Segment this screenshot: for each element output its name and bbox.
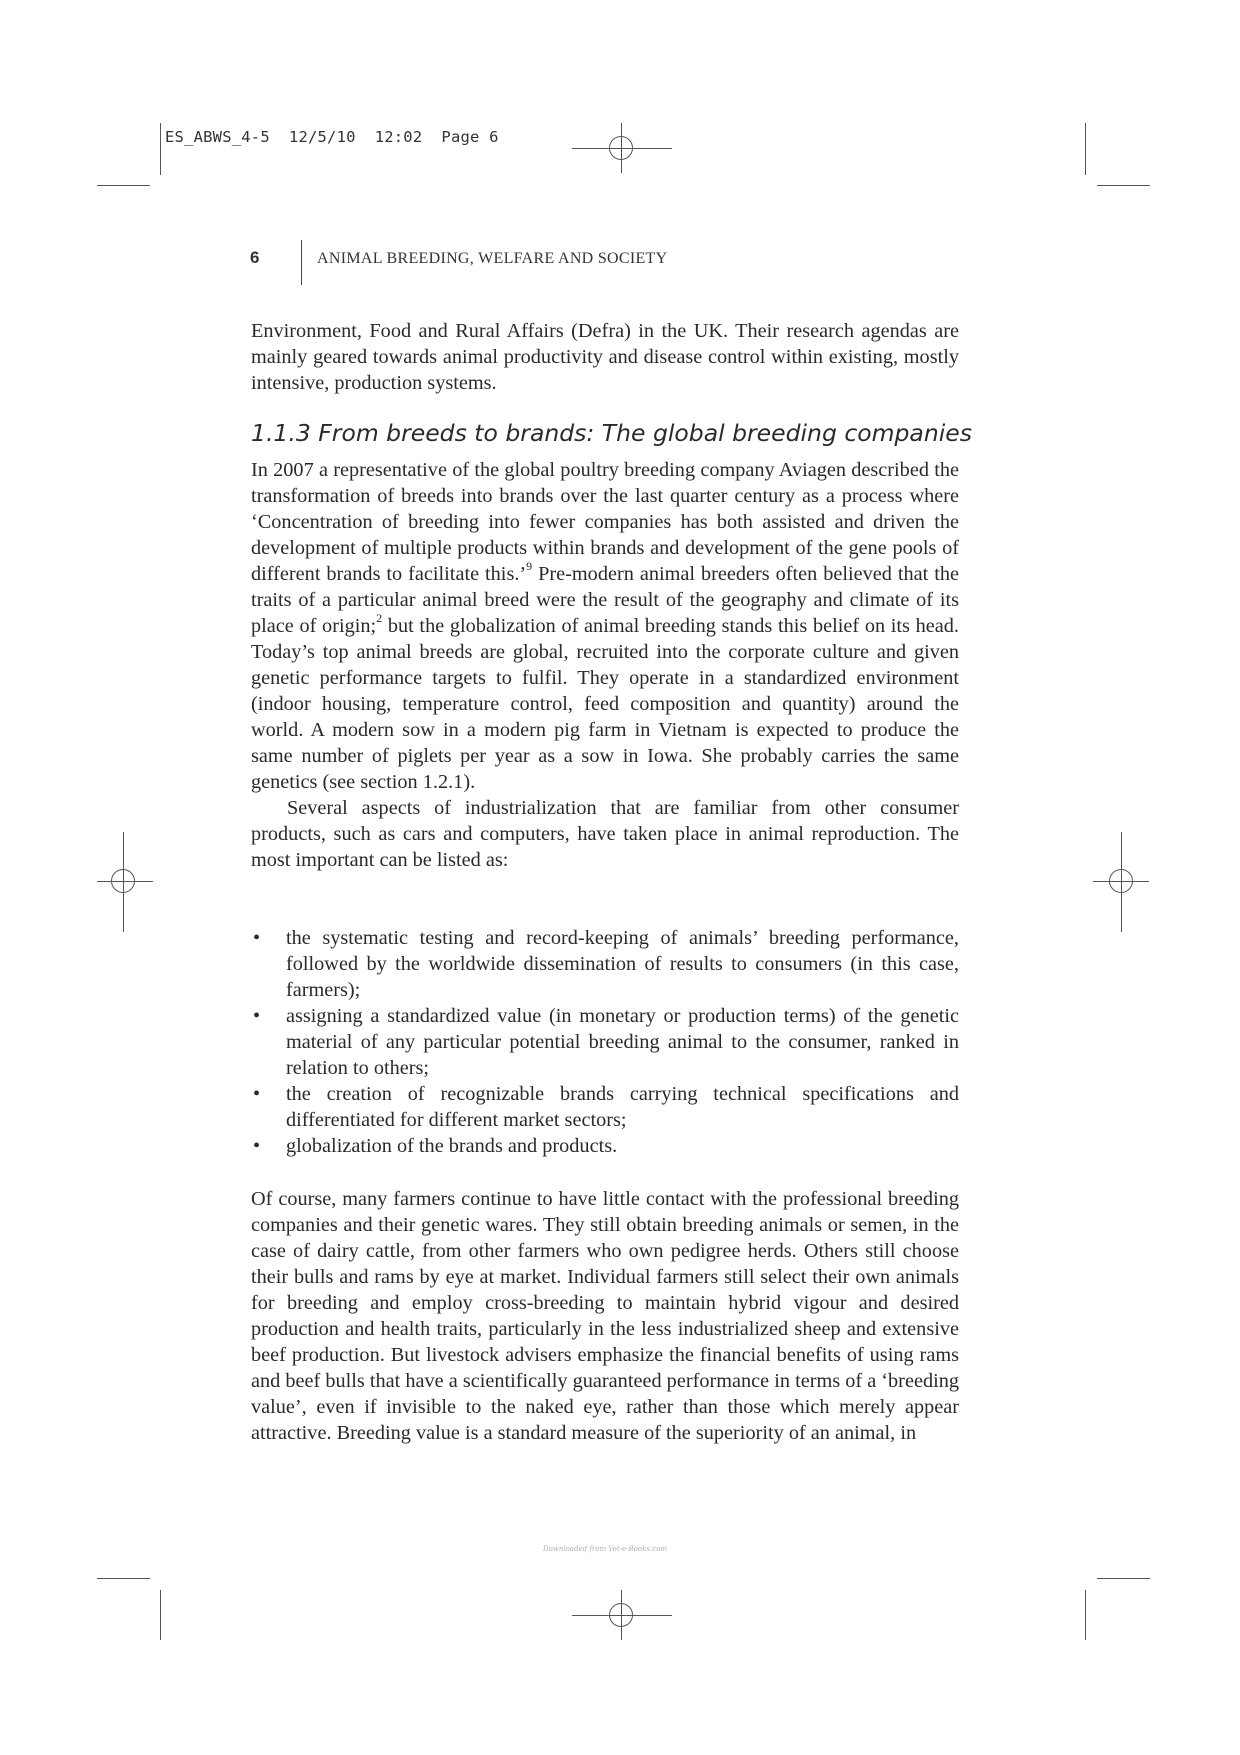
list-item: • the systematic testing and record-keeping of animals’ breeding performance, followed by the worldwide dissemination of results to consumers (in this case, farmers); xyxy=(251,925,959,1003)
list-item: • globalization of the brands and products. xyxy=(251,1133,959,1159)
paragraph-1-part-3: but the globalization of animal breeding stands this belief on its head. Today’s top animal breeds are global, recruited into the corporate culture and given genetic performance targets to fulfil. They operate in a standardized environment (indoor housing, temperature control, feed composition and quantity) around the world. A modern sow in a modern pig farm in Vietnam is expected to produce the same number of piglets per year as a sow in Iowa. She probably carries the same genetics (see section 1.2.1). xyxy=(251,615,959,793)
running-title: ANIMAL BREEDING, WELFARE AND SOCIETY xyxy=(317,250,668,267)
paragraph-2: Several aspects of industrialization that are familiar from other consumer products, such as cars and computers, have taken place in animal reproduction. The most important can be listed as: xyxy=(251,797,959,871)
paragraph-1-part-2: Pre-modern animal breeders often believed that the traits of a particular animal breed were the result of the geography and climate of its place of origin; xyxy=(251,563,960,637)
paragraph-1 xyxy=(251,457,959,795)
printer-slug: ES_ABWS_4-5 12/5/10 12:02 Page 6 xyxy=(165,128,499,146)
bullet-list xyxy=(251,925,959,1159)
section-body xyxy=(251,457,959,873)
watermark: Downloaded from Vet-e-Books.com xyxy=(543,1545,667,1553)
intro-paragraph-text: Environment, Food and Rural Affairs (Defra) in the UK. Their research agendas are mainly geared towards animal productivity and disease control within existing, mostly intensive, production systems. xyxy=(251,320,959,394)
list-item: • assigning a standardized value (in monetary or production terms) of the genetic material of any particular potential breeding animal to the consumer, ranked in relation to others; xyxy=(251,1003,959,1081)
header-divider xyxy=(301,240,302,285)
closing-paragraph xyxy=(251,1186,959,1446)
paragraph-3: Of course, many farmers continue to have little contact with the professional breeding companies and their genetic wares. They still obtain breeding animals or semen, in the case of dairy cattle, from other farmers who own pedigree herds. Others still choose their bulls and rams by eye at market. Individual farmers still select their own animals for breeding and employ cross-breeding to maintain hybrid vigour and desired production and health traits, particularly in the less industrialized sheep and extensive beef production. But livestock advisers emphasize the financial benefits of using rams and beef bulls that have a scientifically guaranteed performance in terms of a ‘breeding value’, even if invisible to the naked eye, rather than those which merely appear attractive. Breeding value is a standard measure of the superiority of an animal, in xyxy=(251,1188,959,1444)
intro-paragraph xyxy=(251,318,959,396)
footnote-ref-2: 2 xyxy=(376,611,383,626)
page-number: 6 xyxy=(250,248,260,267)
footnote-ref-9: 9 xyxy=(526,559,533,574)
paragraph-1-part-1: In 2007 a representative of the global poultry breeding company Aviagen described the transformation of breeds into brands over the last quarter century as a process where ‘Concentration of breeding into fewer companies has both assisted and driven the development of multiple products within brands and development of the gene pools of different brands to facilitate this.’ xyxy=(251,459,959,585)
list-item: • the creation of recognizable brands carrying technical specifications and differentiated for different market sectors; xyxy=(251,1081,959,1133)
section-heading: 1.1.3 From breeds to brands: The global breeding companies xyxy=(251,419,972,447)
